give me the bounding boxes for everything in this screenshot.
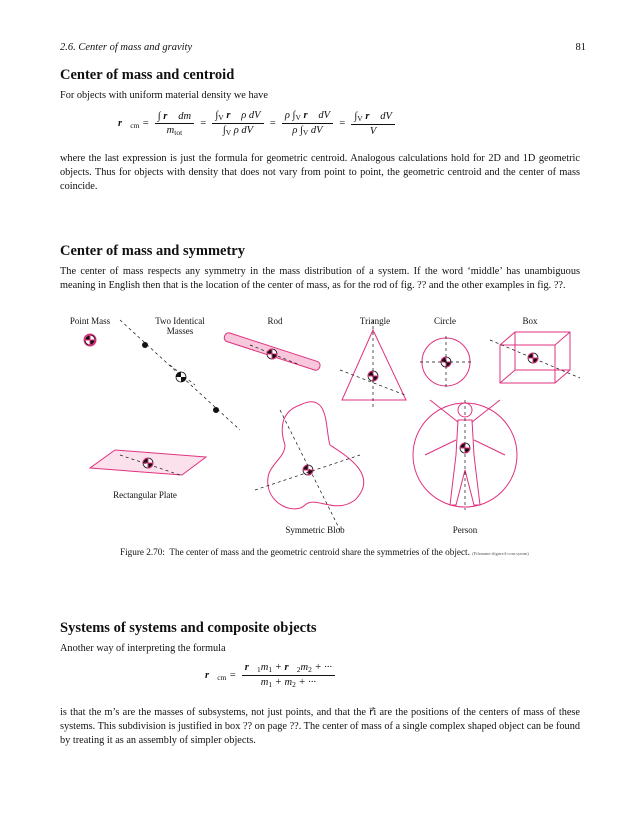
two-masses-cm-icon	[176, 372, 186, 382]
rectangular-plate-icon	[90, 450, 206, 475]
box-icon	[500, 332, 570, 383]
rod-icon	[223, 332, 321, 371]
label-triangle: Triangle	[359, 316, 391, 326]
paragraph-centroid: where the last expression is just the formula for geometric centroid. Analogous calculations hold for 2D and 1D geometric objects. Thus for objects with density that does not vary from point to point, the geometric centroid and the center of mass coincide.	[60, 153, 580, 192]
label-two-masses-line2: Masses	[166, 326, 194, 336]
section-heading-centroid: Center of mass and centroid	[60, 67, 235, 83]
triangle-icon	[342, 330, 406, 400]
paragraph-composite: is that the m’s are the masses of subsystems, not just points, and that the r⃗i are the positions of the centers of mass of these systems. This subdivision is justified in box ?? on page ??. The center of mass of a single complex shaped object can be found by treating it as an assembly of simpler objects.	[60, 707, 580, 746]
point-mass-icon	[84, 334, 96, 346]
equation-composite-center-of-mass: $r⃗_{cm}$ = $\frac{r⃗_1m_1 + r⃗_2m_2 + \cdot\cdot\cdot}{m_1 + m_2 + \cdot\cdot\cdot}$	[205, 662, 338, 689]
label-two-masses-line1: Two Identical	[155, 316, 205, 326]
intro-text-centroid: For objects with uniform material density we have	[60, 90, 268, 101]
figure-caption-file: (Filename:tfigure4-com.symm)	[472, 551, 529, 556]
label-box: Box	[522, 316, 538, 326]
label-point-mass: Point Mass	[69, 316, 111, 326]
label-person: Person	[452, 525, 478, 535]
figure-caption	[120, 547, 529, 557]
figure-caption-label: Figure 2.70:	[120, 547, 165, 557]
figure-caption-text: The center of mass and the geometric centroid share the symmetries of the object.	[169, 547, 470, 557]
intro-text-composite: Another way of interpreting the formula	[60, 643, 226, 654]
page-number: 81	[575, 42, 586, 53]
label-rod: Rod	[267, 316, 283, 326]
section-heading-composite: Systems of systems and composite objects	[60, 620, 317, 636]
symmetric-blob-icon	[268, 402, 364, 509]
label-circle: Circle	[434, 316, 456, 326]
label-symmetric-blob: Symmetric Blob	[285, 525, 345, 535]
equation-center-of-mass: $r⃗_{cm}$ = $\frac{\int r⃗ dm}{m_{tot}}$ = $\frac{\int_V r⃗ \rho dV}{\int_V \rho dV}$ = $\frac{\rho \int_V r⃗ dV}{\rho \int_V dV}$ = $\frac{\int_V r⃗ dV}{V}$	[118, 110, 398, 137]
section-heading-symmetry: Center of mass and symmetry	[60, 243, 245, 259]
paragraph-symmetry: The center of mass respects any symmetry in the mass distribution of a system. If the word ‘middle’ has unambiguous meaning in English then that is the location of the center of mass, as for the rod of fig. ?? and the other examples in fig. ??.	[60, 266, 580, 291]
running-header-section: 2.6. Center of mass and gravity	[60, 42, 193, 53]
label-rectangular-plate: Rectangular Plate	[113, 490, 177, 500]
